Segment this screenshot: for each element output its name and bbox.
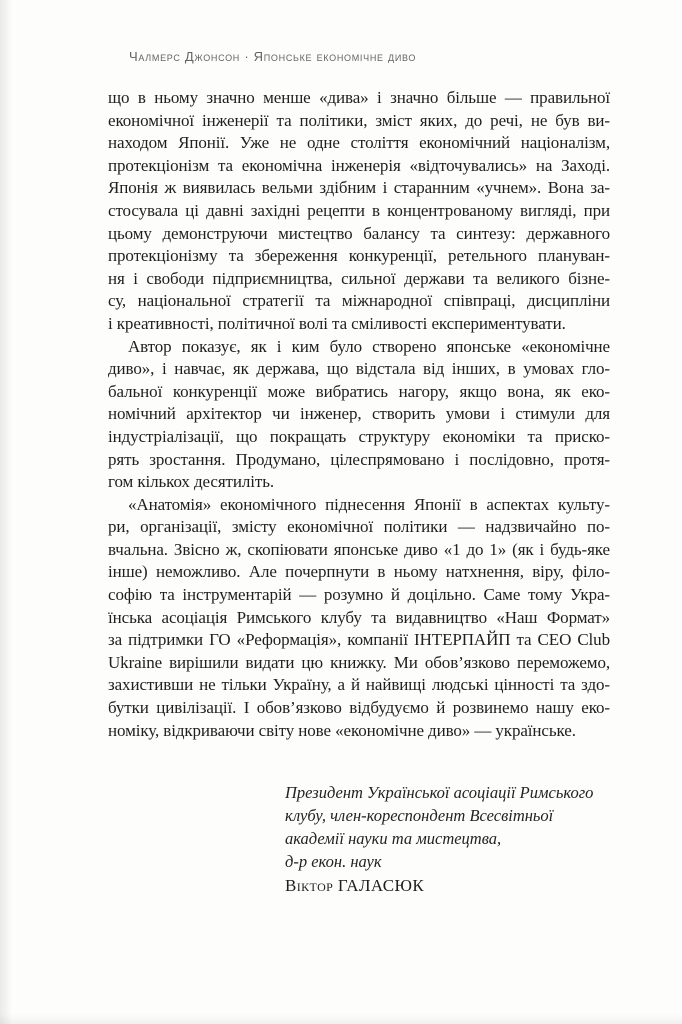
paragraph-3: [108, 494, 610, 743]
signature-block: [285, 781, 620, 897]
paragraph-1: [108, 87, 610, 336]
body-line: вчальна. Звісно ж, скопіювати японське диво «1 до 1» (як і будь-яке: [108, 539, 610, 559]
paragraph-2: [108, 336, 610, 494]
body-line: Автор показує, як і ким було створено японське «економічне: [128, 336, 610, 356]
body-text-block: [108, 87, 610, 742]
signature-name: Віктор ГАЛАСЮК: [285, 876, 425, 895]
body-line: що в ньому значно менше «дива» і значно більше — правильної: [108, 88, 610, 107]
body-line: протекціонізм та економічна інженерія «відточувались» на Заході.: [108, 155, 610, 175]
body-line: номіку, відкриваючи світу нове «економічне диво» — українське.: [108, 720, 576, 740]
signature-line: клубу, член-кореспондент Всесвітньої: [285, 806, 554, 825]
body-line: і креативності, політичної волі та сміливості експериментувати.: [108, 313, 566, 333]
body-line: су, національної стратегії та міжнародної співпраці, дисципліни: [108, 291, 610, 311]
body-line: захистивши не тільки Україну, а й найвищі людські цінності та здо-: [108, 675, 610, 695]
signature-line: д-р екон. наук: [285, 852, 382, 871]
body-line: софію та інструментарій — розумно й доцільно. Саме тому Укра-: [108, 585, 610, 605]
body-line: їнська асоціація Римського клубу та видавництво «Наш Формат»: [108, 607, 610, 627]
body-line: находом Японії. Уже не одне століття економічний націоналізм,: [108, 133, 610, 153]
body-line: індустріалізації, що покращать структуру економіки та приско-: [108, 426, 610, 446]
body-line: інше) неможливо. Але почерпнути в ньому натхнення, віру, філо-: [108, 562, 610, 582]
body-line: диво», і навчає, як держава, що відстала від інших, в умовах гло-: [108, 359, 610, 379]
body-line: за підтримки ГО «Реформація», компанії ІНТЕРПАЙП та CEO Club: [108, 630, 610, 650]
body-line: рять зростання. Продумано, цілеспрямовано і послідовно, протя-: [108, 449, 610, 469]
body-line: економічної інженерії та політики, зміст яких, до речі, не був ви-: [108, 110, 610, 130]
body-line: Японія ж виявилась вельми здібним і старанним «учнем». Вона за-: [108, 178, 610, 198]
body-line: бальної конкуренції може вибратись нагору, якщо вона, як еко-: [108, 381, 610, 401]
signature-line: академії науки та мистецтва,: [285, 829, 502, 848]
body-line: ня і свободи підприємництва, сильної держави та великого бізне-: [108, 268, 610, 288]
body-line: ри, організації, змісту економічної політики — надзвичайно по-: [108, 517, 610, 537]
signature-line: Президент Української асоціації Римського: [285, 783, 594, 802]
body-line: гом кількох десятиліть.: [108, 472, 275, 492]
body-line: «Анатомія» економічного піднесення Японії в аспектах культу-: [128, 494, 610, 514]
body-line: номічний архітектор чи інженер, створить умови і стимули для: [108, 404, 610, 424]
body-line: цьому демонструючи мистецтво балансу та синтезу: державного: [108, 223, 610, 243]
body-line: протекціонізму та збереження конкуренції, ретельного плануван-: [108, 246, 610, 266]
running-head: Чалмерс Джонсон · Японське економічне диво: [129, 49, 417, 64]
body-line: Ukraine вирішили видати цю книжку. Ми обов’язково переможемо,: [108, 652, 610, 672]
body-line: бутки цивілізації. І обов’язково відбудуємо й розвинемо нашу еко-: [108, 698, 610, 718]
body-line: стосувала ці давні західні рецепти в концентрованому вигляді, при: [108, 200, 610, 220]
